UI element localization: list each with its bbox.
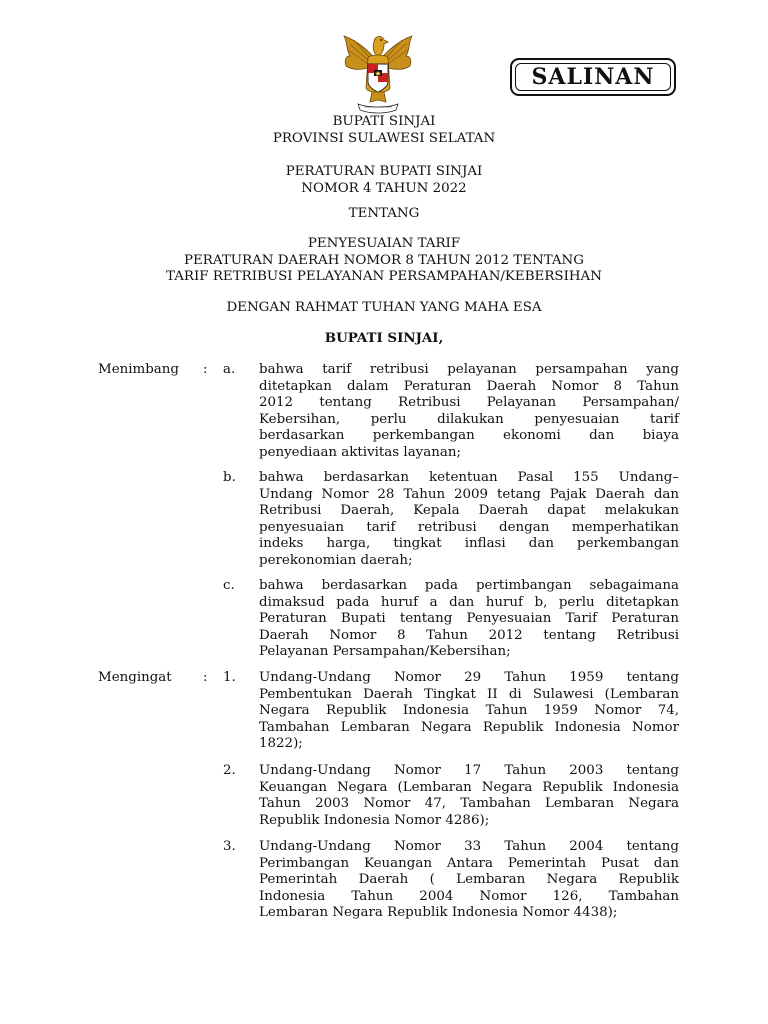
menimbang-colon: : [203,362,208,377]
about-label: TENTANG [348,206,420,221]
blessing-heading [0,300,768,317]
paragraph-line: Daerah Nomor 8 Tahun 2012 tentang Retribusi [259,627,679,643]
paragraph-line: bahwa tarif retribusi pelayanan persampahan yang [259,362,679,377]
subject-line: PERATURAN DAERAH NOMOR 8 TAHUN 2012 TENTANG [184,252,584,268]
paragraph-line: Tahun 2003 Nomor 47, Tambahan Lembaran Negara [259,796,679,811]
paragraph-line: Perimbangan Keuangan Antara Pemerintah Pusat dan [259,855,679,871]
paragraph-line: Undang-Undang Nomor 33 Tahun 2004 tentang [259,839,679,854]
paragraph-line: berdasarkan perkembangan ekonomi dan biaya [259,428,679,443]
paragraph-line: Kebersihan, perlu dilakukan penyesuaian tarif [259,411,679,427]
regulation-title: PERATURAN BUPATI SINJAI [285,164,483,179]
subject-line: TARIF RETRIBUSI PELAYANAN PERSAMPAHAN/KEBERSIHAN [166,269,602,284]
menimbang-item-b [259,470,679,569]
paragraph-line: Tambahan Lembaran Negara Republik Indonesia Nomor [259,719,679,735]
mengingat-item-2 [259,763,679,829]
mengingat-colon: : [203,670,208,685]
mengingat-item-3 [259,839,679,922]
province-name: PROVINSI SULAWESI SELATAN [272,130,496,146]
subject-heading [0,236,768,286]
issuer-name: BUPATI SINJAI, [324,330,444,346]
paragraph-line: Undang-Undang Nomor 17 Tahun 2003 tentang [259,763,679,778]
menimbang-item-c [259,578,679,661]
mengingat-item-marker: 2. [223,763,236,778]
paragraph-line: Undang-Undang Nomor 29 Tahun 1959 tentang [259,670,679,685]
paragraph-line: dimaksud pada huruf a dan huruf b, perlu ditetapkan [259,594,679,610]
mengingat-item-marker: 3. [223,839,236,854]
menimbang-label: Menimbang [98,362,179,377]
regulation-number: NOMOR 4 TAHUN 2022 [301,180,467,196]
paragraph-line: ditetapkan dalam Peraturan Daerah Nomor 8 Tahun [259,378,679,394]
paragraph-line: Undang Nomor 28 Tahun 2009 tetang Pajak Daerah dan [259,486,679,502]
menimbang-item-marker: a. [223,362,236,377]
paragraph-line: Pemerintah Daerah ( Lembaran Negara Republik [259,872,679,887]
regent-name: BUPATI SINJAI [332,114,436,129]
mengingat-item-marker: 1. [223,670,236,685]
subject-line: PENYESUAIAN TARIF [307,236,461,251]
mengingat-item-1 [259,670,679,753]
paragraph-line: perekonomian daerah; [259,552,413,568]
paragraph-line: Peraturan Bupati tentang Penyesuaian Tarif Peraturan [259,611,679,626]
paragraph-line: Republik Indonesia Nomor 4286); [259,812,490,828]
garuda-emblem-icon [338,30,418,116]
paragraph-line: Pelayanan Persampahan/Kebersihan; [259,644,511,659]
paragraph-line: bahwa berdasarkan ketentuan Pasal 155 Undang– [259,470,679,485]
paragraph-line: 2012 tentang Retribusi Pelayanan Persampahan/ [259,395,679,410]
paragraph-line: 1822); [259,736,303,751]
paragraph-line: Pembentukan Daerah Tingkat II di Sulawesi (Lembaran [259,686,679,702]
paragraph-line: Negara Republik Indonesia Tahun 1959 Nomor 74, [259,703,679,718]
issuer-line [0,330,768,347]
paragraph-line: Lembaran Negara Republik Indonesia Nomor 4438); [259,905,618,920]
paragraph-line: Indonesia Tahun 2004 Nomor 126, Tambahan [259,888,679,904]
menimbang-item-marker: c. [223,578,235,593]
paragraph-line: penyediaan aktivitas layanan; [259,444,461,460]
menimbang-item-marker: b. [223,470,236,485]
paragraph-line: indeks harga, tingkat inflasi dan perkembangan [259,536,679,551]
menimbang-item-a [259,362,679,461]
regulation-heading [0,164,768,197]
about-heading [0,206,768,223]
paragraph-line: Retribusi Daerah, Kepala Daerah dapat melakukan [259,503,679,518]
paragraph-line: penyesuaian tarif retribusi dengan memperhatikan [259,519,679,535]
salinan-stamp [510,58,676,96]
paragraph-line: bahwa berdasarkan pada pertimbangan sebagaimana [259,578,679,593]
issuer-heading [0,114,768,147]
mengingat-label: Mengingat [98,670,172,685]
paragraph-line: Keuangan Negara (Lembaran Negara Republik Indonesia [259,779,679,795]
blessing-text: DENGAN RAHMAT TUHAN YANG MAHA ESA [226,300,542,315]
salinan-stamp-inner [515,63,671,91]
salinan-stamp-text: SALINAN [531,64,655,90]
